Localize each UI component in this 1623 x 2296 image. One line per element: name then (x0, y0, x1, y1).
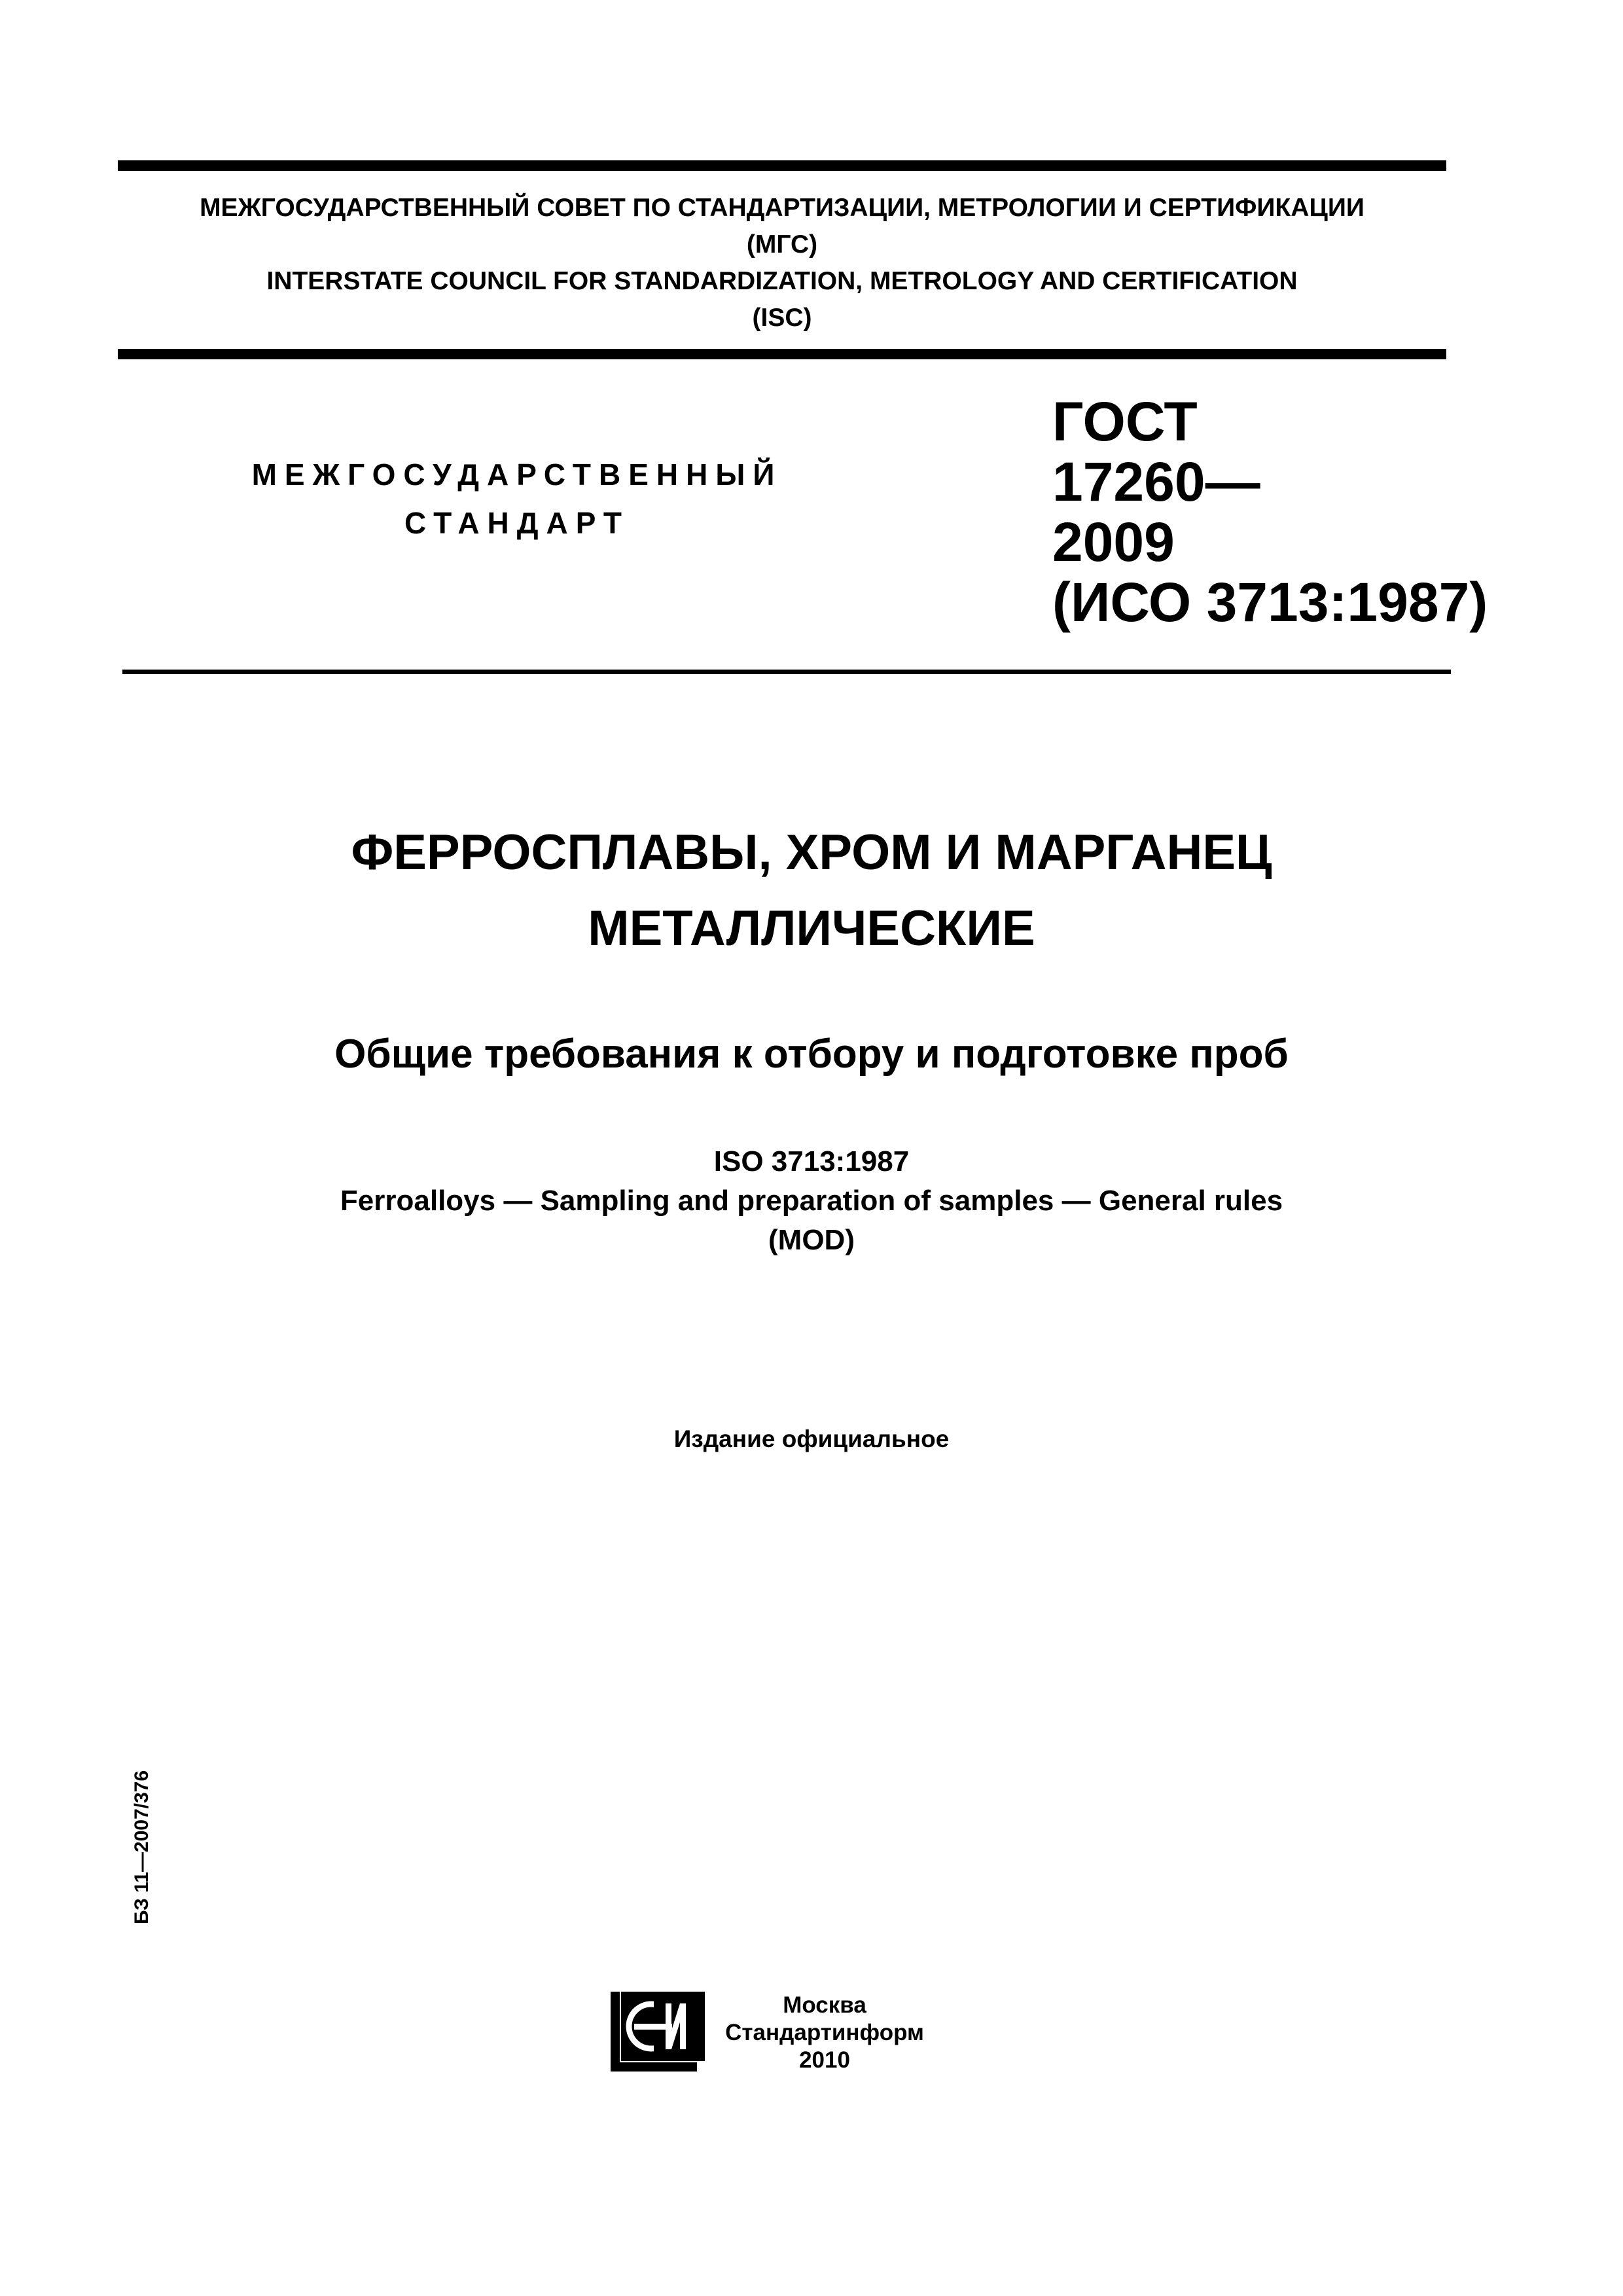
publisher-name: Стандартинформ (725, 2020, 924, 2045)
council-name-ru: МЕЖГОСУДАРСТВЕННЫЙ СОВЕТ ПО СТАНДАРТИЗАЦИИ, МЕТРОЛОГИИ И СЕРТИФИКАЦИИ (200, 194, 1364, 222)
standard-type-line1: МЕЖГОСУДАРСТВЕННЫЙ (251, 457, 783, 492)
gost-number: 17260— (1052, 451, 1260, 512)
iso-title: Ferroalloys — Sampling and preparation of samples — General rules (340, 1185, 1283, 1217)
top-rule (118, 160, 1446, 171)
iso-mod: (MOD) (768, 1224, 855, 1256)
publisher-city: Москва (783, 1992, 866, 2018)
header-bottom-rule (118, 349, 1446, 359)
document-title (0, 815, 1623, 967)
publisher-block (720, 1992, 929, 2074)
gost-year: 2009 (1052, 511, 1175, 573)
document-subtitle: Общие требования к отбору и подготовке проб (334, 1031, 1289, 1077)
title-line2: МЕТАЛЛИЧЕСКИЕ (588, 901, 1035, 956)
council-abbr-en: (ISC) (752, 304, 812, 332)
council-header (118, 190, 1446, 336)
designation-rule (122, 670, 1451, 674)
gost-designation (1052, 391, 1488, 632)
standard-type-line2: СТАНДАРТ (404, 506, 630, 540)
iso-reference (0, 1142, 1623, 1260)
title-line1: ФЕРРОСПЛАВЫ, ХРОМ И МАРГАНЕЦ (351, 825, 1272, 880)
publisher-logo-icon (611, 1992, 705, 2072)
publisher-year: 2010 (799, 2047, 850, 2073)
gost-iso-ref: (ИСО 3713:1987) (1052, 571, 1488, 633)
standard-type (170, 450, 864, 547)
council-name-en: INTERSTATE COUNCIL FOR STANDARDIZATION, METROLOGY AND CERTIFICATION (266, 267, 1298, 295)
council-abbr-ru: (МГС) (746, 230, 818, 259)
side-code: БЗ 11—2007/376 (131, 1770, 152, 1924)
iso-code: ISO 3713:1987 (713, 1145, 910, 1177)
gost-prefix: ГОСТ (1052, 391, 1198, 452)
edition-note: Издание официальное (673, 1426, 950, 1452)
